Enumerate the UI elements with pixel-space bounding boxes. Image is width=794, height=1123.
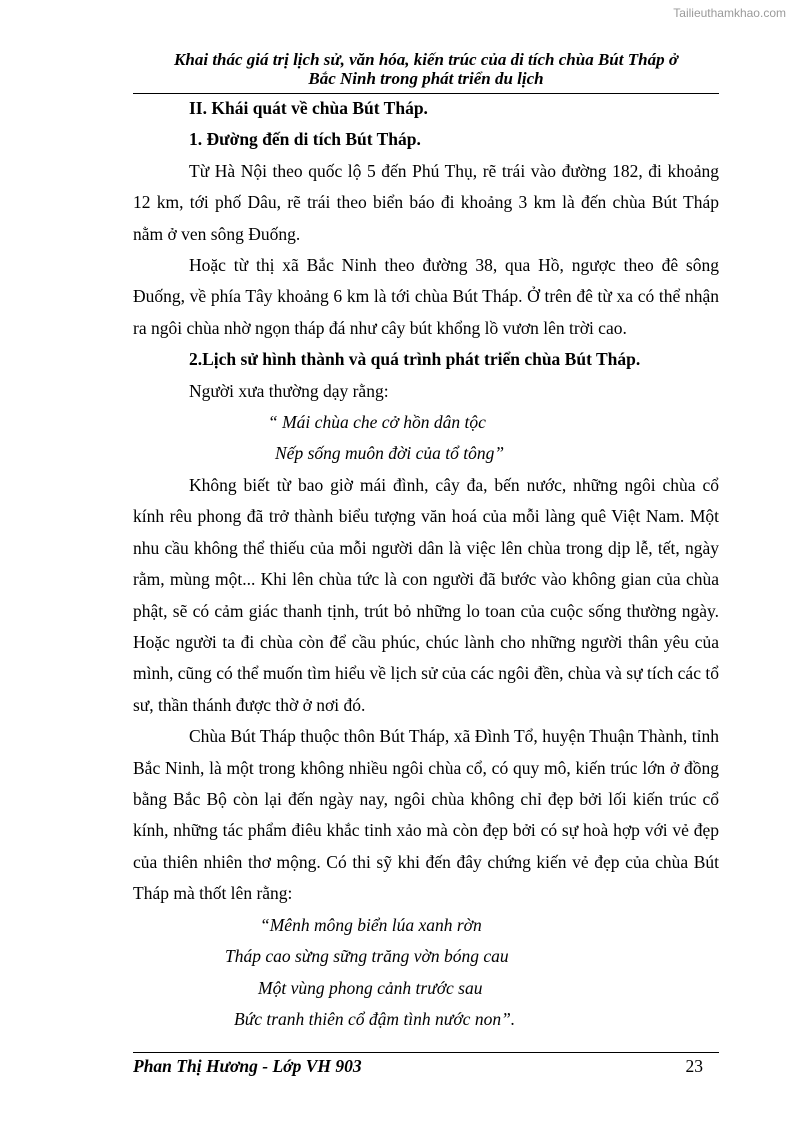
- header-line-1: Khai thác giá trị lịch sử, văn hóa, kiến trúc của di tích chùa Bút Tháp ở: [174, 50, 678, 69]
- subsection-title-2: 2.Lịch sử hình thành và quá trình phát triển chùa Bút Tháp.: [189, 349, 641, 370]
- paragraph: Không biết từ bao giờ mái đình, cây đa, bến nước, những ngôi chùa cổ kính rêu phong đã trở thành biểu tượng văn hoá của mỗi làng quê Việt Nam. Một nhu cầu không thể thiếu của mỗi người dân là việc lên chùa trong dịp lễ, tết, ngày rằm, mùng một... Khi lên chùa tức là con người đã bước vào không gian của chùa phật, sẽ có cảm giác thanh tịnh, trút bỏ những lo toan của cuộc sống thường ngày. Hoặc người ta đi chùa còn để cầu phúc, chúc lành cho những người thân yêu của mình, cũng có thể muốn tìm hiểu về lịch sử của các ngôi đền, chùa và sự tích các tổ sư, thần thánh được thờ ở nơi đó.: [133, 474, 719, 715]
- subsection-title-1: 1. Đường đến di tích Bút Tháp.: [189, 129, 421, 150]
- poem-line: Bức tranh thiên cổ đậm tình nước non”.: [234, 1009, 516, 1030]
- poem-line: Một vùng phong cảnh trước sau: [258, 977, 483, 998]
- watermark: Tailieuthamkhao.com: [673, 6, 786, 20]
- paragraph: Người xưa thường dạy rằng:: [189, 380, 389, 401]
- poem: [133, 910, 719, 1036]
- footer-rule: [133, 1052, 719, 1053]
- footer-author: Phan Thị Hương - Lớp VH 903: [133, 1056, 362, 1076]
- paragraph: Từ Hà Nội theo quốc lộ 5 đến Phú Thụ, rẽ trái vào đường 182, đi khoảng 12 km, tới phố Dâu, rẽ trái theo biển báo đi khoảng 3 km là đến chùa Bút Tháp nằm ở ven sông Đuống.: [133, 160, 719, 244]
- page-number: 23: [685, 1056, 703, 1076]
- verse-line: Nếp sống muôn đời của tổ tông”: [275, 443, 505, 464]
- page-content: [133, 93, 719, 1036]
- poem-line: Tháp cao sừng sững trăng vờn bóng cau: [225, 946, 509, 967]
- paragraph: Hoặc từ thị xã Bắc Ninh theo đường 38, qua Hồ, ngược theo đê sông Đuống, về phía Tây khoảng 6 km là tới chùa Bút Tháp. Ở trên đê từ xa có thể nhận ra ngôi chùa nhờ ngọn tháp đá như cây bút khổng lồ vươn lên trời cao.: [133, 255, 719, 338]
- running-header: [133, 50, 719, 88]
- paragraph: Chùa Bút Tháp thuộc thôn Bút Tháp, xã Đình Tổ, huyện Thuận Thành, tỉnh Bắc Ninh, là một trong không nhiều ngôi chùa cổ, có quy mô, kiến trúc lớn ở đồng bằng Bắc Bộ còn lại đến ngày nay, ngôi chùa không chỉ đẹp bởi lối kiến trúc cổ kính, những tác phẩm điêu khắc tinh xảo mà còn đẹp bởi có sự hoà hợp với vẻ đẹp của thiên nhiên thơ mộng. Có thi sỹ khi đến đây chứng kiến vẻ đẹp của chùa Bút Tháp mà thốt lên rằng:: [133, 726, 719, 904]
- header-line-2: Bắc Ninh trong phát triển du lịch: [308, 69, 544, 88]
- section-title: II. Khái quát về chùa Bút Tháp.: [189, 98, 428, 118]
- verse-line: “ Mái chùa che cở hồn dân tộc: [268, 412, 486, 433]
- poem-line: “Mênh mông biển lúa xanh rờn: [260, 914, 482, 935]
